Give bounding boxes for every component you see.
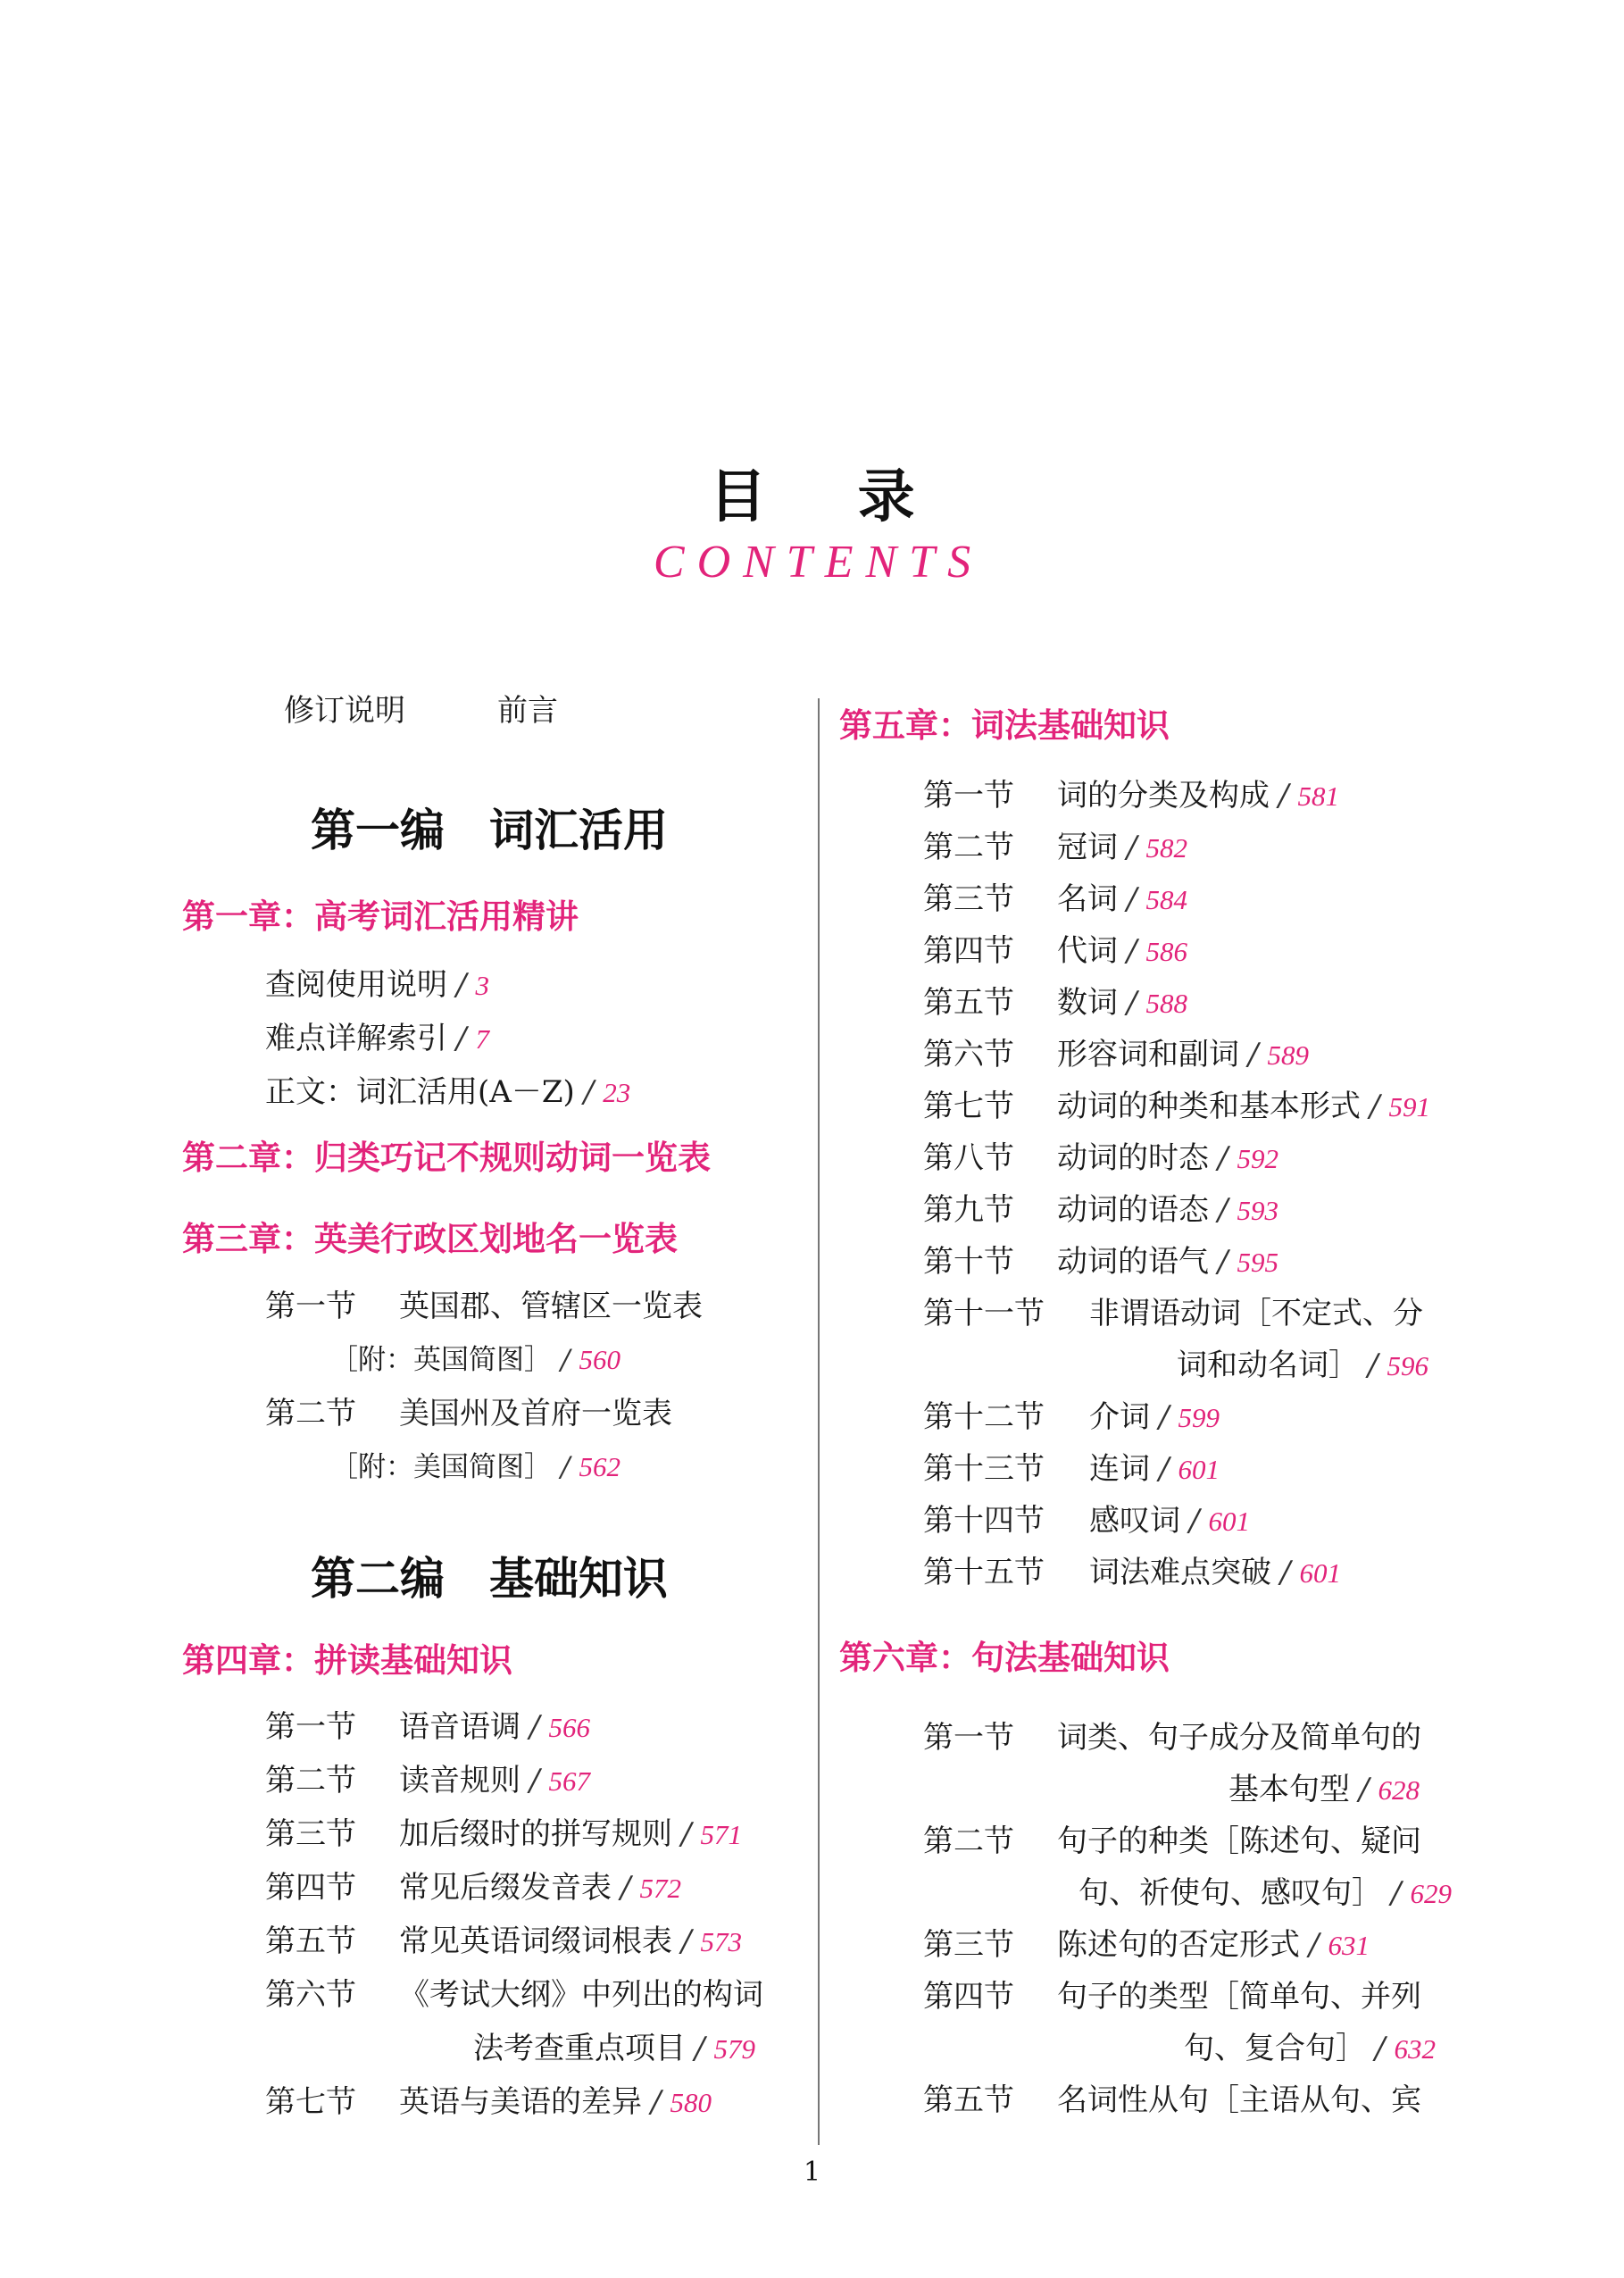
toc-entry[interactable]: 第二节 美国州及首府一览表 (265, 1396, 672, 1431)
toc-entry-continuation[interactable]: 法考查重点项目 / 579 (473, 2031, 755, 2066)
toc-entry[interactable]: 第二节 读音规则 / 567 (265, 1763, 590, 1798)
page-ref: 7 (475, 1023, 489, 1055)
part-label: 第二编 (311, 1552, 445, 1605)
page-ref: 580 (670, 2087, 712, 2118)
page-ref: 566 (548, 1712, 590, 1743)
page-subtitle: CONTENTS (653, 537, 984, 588)
page-ref: 592 (1237, 1143, 1278, 1174)
page-ref: 584 (1145, 884, 1187, 915)
page-ref: 601 (1299, 1557, 1341, 1589)
toc-entry[interactable]: 第五节 数词 / 588 (923, 985, 1187, 1021)
page-ref: 628 (1378, 1774, 1420, 1806)
chapter-heading-3[interactable]: 第三章：英美行政区划地名一览表 (182, 1220, 678, 1258)
toc-entry[interactable]: 第八节 动词的时态 / 592 (923, 1140, 1278, 1176)
page-ref: 23 (603, 1077, 631, 1108)
chapter-heading-1[interactable]: 第一章：高考词汇活用精讲 (182, 897, 579, 936)
toc-entry[interactable]: 第一节 词的分类及构成 / 581 (923, 778, 1339, 814)
toc-entry[interactable]: 第三节 名词 / 584 (923, 881, 1187, 917)
chapter-heading-4[interactable]: 第四章：拼读基础知识 (182, 1641, 512, 1680)
part-title: 词汇活用 (489, 804, 668, 856)
toc-entry[interactable]: 第四节 代词 / 586 (923, 933, 1187, 969)
toc-entry[interactable]: 第十四节 感叹词 / 601 (923, 1503, 1250, 1539)
page-ref: 3 (475, 970, 489, 1001)
part-heading-1 (311, 805, 668, 855)
page-ref: 596 (1387, 1350, 1428, 1381)
page-number: 1 (803, 2157, 821, 2188)
chapter-heading-6[interactable]: 第六章：句法基础知识 (839, 1639, 1170, 1677)
page-ref: 588 (1145, 988, 1187, 1019)
toc-entry[interactable]: 查阅使用说明 / 3 (265, 967, 489, 1003)
page-ref: 581 (1297, 780, 1339, 812)
chapter-heading-5[interactable]: 第五章：词法基础知识 (839, 706, 1170, 745)
page-ref: 589 (1267, 1039, 1309, 1071)
toc-entry[interactable]: 第二节 冠词 / 582 (923, 830, 1187, 865)
toc-entry-continuation[interactable]: ［附：英国简图］ / 560 (330, 1344, 620, 1376)
toc-entry[interactable]: 第三节 加后缀时的拼写规则 / 571 (265, 1816, 742, 1852)
page-ref: 632 (1394, 2033, 1436, 2065)
toc-entry[interactable]: 第七节 英语与美语的差异 / 580 (265, 2084, 712, 2120)
page-ref: 571 (700, 1819, 742, 1850)
page-title: 目 录 (709, 463, 951, 530)
toc-entry[interactable]: 第十二节 介词 / 599 (923, 1399, 1220, 1435)
toc-entry[interactable]: 第一节 词类、句子成分及简单句的 (923, 1720, 1421, 1756)
toc-entry-continuation[interactable]: 句、祈使句、感叹句］ / 629 (1079, 1875, 1452, 1911)
toc-entry-continuation[interactable]: 词和动名词］ / 596 (1177, 1348, 1428, 1383)
column-divider (818, 698, 820, 2145)
page-ref: 591 (1388, 1091, 1430, 1122)
part-heading-2 (311, 1554, 668, 1604)
toc-entry[interactable]: 第一节 语音语调 / 566 (265, 1709, 590, 1745)
part-title: 基础知识 (489, 1552, 668, 1605)
toc-entry[interactable]: 第六节 形容词和副词 / 589 (923, 1037, 1309, 1072)
page-ref: 601 (1178, 1454, 1220, 1485)
page-ref: 586 (1145, 936, 1187, 967)
page-ref: 582 (1145, 832, 1187, 864)
toc-entry[interactable]: 第九节 动词的语态 / 593 (923, 1192, 1278, 1228)
page-ref: 560 (579, 1344, 620, 1375)
toc-entry[interactable]: 第七节 动词的种类和基本形式 / 591 (923, 1089, 1430, 1124)
page-ref: 572 (639, 1873, 681, 1904)
toc-entry[interactable]: 第十三节 连词 / 601 (923, 1451, 1220, 1487)
toc-entry[interactable]: 第六节 《考试大纲》中列出的构词 (265, 1977, 763, 2013)
toc-entry[interactable]: 第一节 英国郡、管辖区一览表 (265, 1289, 703, 1324)
page-ref: 579 (713, 2033, 755, 2065)
page-ref: 631 (1328, 1930, 1370, 1961)
toc-entry[interactable]: 难点详解索引 / 7 (265, 1021, 489, 1056)
toc-entry-prelim-preface[interactable]: 前言 (497, 693, 558, 729)
toc-entry[interactable]: 第二节 句子的种类［陈述句、疑问 (923, 1823, 1421, 1859)
page-ref: 599 (1178, 1402, 1220, 1433)
page-ref: 562 (579, 1451, 620, 1482)
chapter-heading-2[interactable]: 第二章：归类巧记不规则动词一览表 (182, 1139, 711, 1177)
toc-entry[interactable]: 第十节 动词的语气 / 595 (923, 1244, 1278, 1280)
toc-entry-continuation[interactable]: 句、复合句］ / 632 (1184, 2031, 1436, 2066)
toc-entry-continuation[interactable]: 基本句型 / 628 (1228, 1772, 1420, 1807)
toc-entry-prelim-revision[interactable]: 修订说明 (284, 693, 405, 729)
toc-entry[interactable]: 正文：词汇活用(A－Z) / 23 (265, 1074, 631, 1110)
toc-entry[interactable]: 第五节 常见英语词缀词根表 / 573 (265, 1923, 742, 1959)
toc-entry[interactable]: 第五节 名词性从句［主语从句、宾 (923, 2082, 1421, 2118)
toc-entry[interactable]: 第十一节 非谓语动词［不定式、分 (923, 1296, 1423, 1331)
toc-entry[interactable]: 第三节 陈述句的否定形式 / 631 (923, 1927, 1370, 1963)
toc-entry[interactable]: 第十五节 词法难点突破 / 601 (923, 1555, 1341, 1590)
toc-entry[interactable]: 第四节 常见后缀发音表 / 572 (265, 1870, 681, 1906)
page-ref: 593 (1237, 1195, 1278, 1226)
toc-entry[interactable]: 第四节 句子的类型［简单句、并列 (923, 1979, 1421, 2015)
page-ref: 567 (548, 1765, 590, 1797)
part-label: 第一编 (311, 804, 445, 856)
page-ref: 601 (1208, 1506, 1250, 1537)
toc-entry-continuation[interactable]: ［附：美国简图］ / 562 (330, 1451, 620, 1483)
page-ref: 595 (1237, 1247, 1278, 1278)
page-ref: 573 (700, 1926, 742, 1957)
page-ref: 629 (1410, 1878, 1452, 1909)
